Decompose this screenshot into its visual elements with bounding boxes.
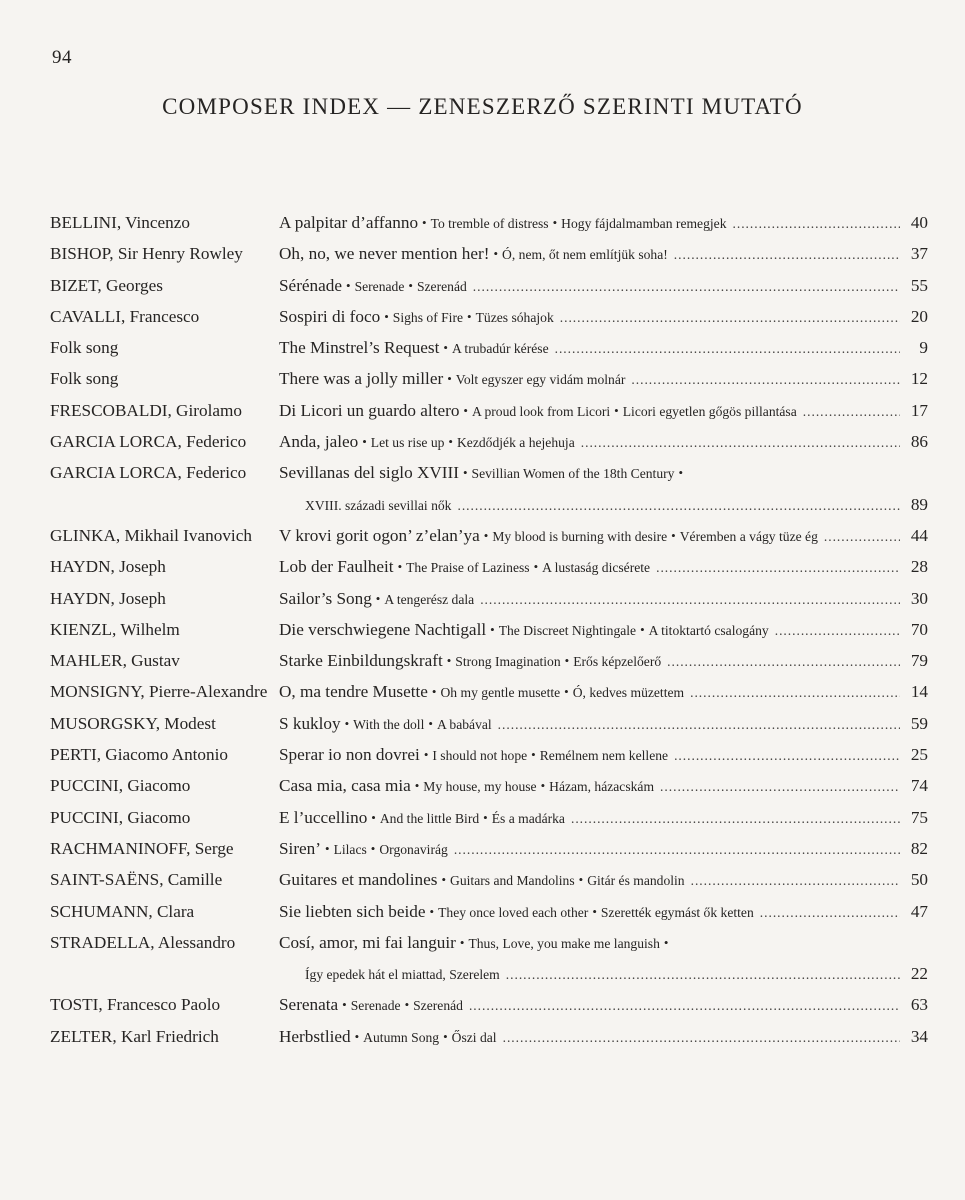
song-entry [279, 739, 928, 771]
bullet-separator: • [397, 559, 403, 575]
song-entry [279, 426, 928, 458]
composer-name: STRADELLA, Alessandro [50, 932, 236, 952]
hungarian-title: Házam, házacskám [549, 779, 655, 795]
bullet-separator: • [564, 653, 570, 669]
composer-name: KIENZL, Wilhelm [50, 619, 180, 639]
index-row [50, 739, 928, 770]
composer-index [50, 207, 928, 1052]
song-entry [279, 896, 928, 928]
hungarian-title: Volt egyszer egy vidám molnár [455, 372, 626, 388]
bullet-separator: • [540, 778, 546, 794]
song-title: Cosí, amor, mi fai languir [279, 932, 456, 952]
song-entry [279, 864, 928, 896]
page-reference: 9 [919, 338, 928, 358]
bullet-separator: • [408, 277, 413, 293]
song-entry [279, 1021, 928, 1053]
dot-leader [690, 677, 900, 708]
page-reference: 28 [910, 557, 928, 577]
dot-leader [506, 959, 900, 990]
composer-name: MAHLER, Gustav [50, 651, 180, 671]
song-entry [279, 551, 928, 583]
page-reference: 25 [910, 745, 928, 765]
page-reference: 20 [910, 306, 928, 326]
composer-name: Folk song [50, 369, 119, 389]
english-title: A proud look from Licori [471, 403, 611, 419]
index-row [50, 270, 928, 301]
index-row [50, 770, 928, 801]
index-row [50, 1021, 928, 1052]
composer-name: GARCIA LORCA, Federico [50, 432, 247, 452]
hungarian-title: És a madárka [491, 810, 565, 826]
index-row [50, 301, 928, 332]
song-entry [279, 802, 928, 834]
song-title: V krovi gorit ogon’ z’elan’ya [279, 525, 480, 545]
hungarian-title: A trubadúr kérése [451, 341, 549, 357]
bullet-separator: • [663, 934, 669, 950]
composer-name: BELLINI, Vincenzo [50, 213, 190, 232]
composer-name: RACHMANINOFF, Serge [50, 838, 234, 858]
bullet-separator: • [384, 308, 389, 324]
composer-name: TOSTI, Francesco Paolo [50, 995, 221, 1015]
hungarian-title: Őszi dal [451, 1029, 497, 1045]
english-title: Let us rise up [370, 435, 445, 451]
composer-name: PUCCINI, Giacomo [50, 776, 191, 796]
dot-leader [824, 521, 900, 552]
page-reference: 34 [910, 1026, 928, 1046]
index-row-continuation [50, 958, 928, 989]
song-title: Guitares et mandolines [279, 870, 438, 890]
page-reference: 75 [910, 807, 928, 827]
bullet-separator: • [671, 527, 676, 543]
composer-name: SAINT-SAËNS, Camille [50, 870, 223, 890]
song-entry [279, 301, 928, 333]
english-title: The Discreet Nightingale [498, 622, 637, 638]
english-title: My blood is burning with desire [492, 528, 668, 544]
dot-leader [560, 302, 900, 333]
page-reference: 50 [910, 870, 928, 890]
dot-leader [803, 396, 900, 427]
bullet-separator: • [428, 715, 433, 731]
hungarian-title: Kezdődjék a hejehuja [456, 435, 575, 451]
bullet-separator: • [447, 371, 452, 387]
composer-name: HAYDN, Joseph [50, 557, 166, 577]
hungarian-title: A titoktartó csalogány [648, 622, 769, 638]
bullet-separator: • [443, 340, 448, 356]
index-row [50, 645, 928, 676]
dot-leader [691, 865, 900, 896]
bullet-separator: • [422, 215, 427, 230]
hungarian-title: Szerették egymást ők ketten [600, 904, 754, 920]
index-row [50, 520, 928, 551]
index-row [50, 395, 928, 426]
dot-leader [454, 834, 900, 865]
bullet-separator: • [344, 715, 350, 731]
composer-name: BIZET, Georges [50, 275, 163, 295]
hungarian-title: Gitár és mandolin [587, 873, 685, 889]
song-title: Herbstlied [279, 1026, 351, 1046]
page-reference: 86 [910, 432, 928, 452]
dot-leader [480, 584, 900, 615]
bullet-separator: • [362, 434, 367, 450]
page-reference: 55 [910, 275, 928, 295]
dot-leader [457, 490, 900, 521]
song-entry [279, 770, 928, 802]
index-row [50, 363, 928, 394]
bullet-separator: • [640, 621, 645, 637]
song-entry [279, 708, 928, 740]
song-title: Sperar io non dovrei [279, 745, 420, 765]
page-reference: 12 [910, 369, 928, 389]
index-row [50, 802, 928, 833]
page-reference: 59 [910, 713, 928, 733]
index-row [50, 864, 928, 895]
song-title: Oh, no, we never mention her! [279, 244, 490, 264]
page-reference: 17 [910, 400, 928, 420]
hungarian-title: Erős képzelőerő [573, 654, 662, 670]
hungarian-title: Ó, nem, őt nem említjük soha! [502, 247, 668, 263]
page-reference: 44 [910, 525, 928, 545]
dot-leader [760, 897, 900, 928]
hungarian-title: Orgonavirág [379, 841, 448, 857]
bullet-separator: • [446, 653, 452, 669]
bullet-separator: • [552, 215, 558, 230]
bullet-separator: • [490, 621, 495, 637]
index-row-continuation [50, 489, 928, 520]
composer-name: Folk song [50, 338, 119, 358]
english-title: And the little Bird [379, 810, 480, 826]
song-title: Di Licori un guardo altero [279, 400, 460, 420]
composer-name: MUSORGSKY, Modest [50, 713, 216, 733]
index-row [50, 989, 928, 1020]
page-reference: 47 [910, 901, 928, 921]
index-row [50, 332, 928, 363]
page-reference: 14 [910, 682, 928, 702]
composer-name: CAVALLI, Francesco [50, 306, 200, 326]
dot-leader [503, 1022, 900, 1053]
dot-leader [733, 208, 901, 239]
bullet-separator: • [443, 1028, 448, 1044]
song-entry [279, 207, 928, 239]
hungarian-title: Szerenád [413, 998, 463, 1014]
bullet-separator: • [371, 809, 376, 825]
bullet-separator: • [463, 402, 468, 418]
dot-leader [631, 364, 900, 395]
hungarian-title: Remélnem nem kellene [539, 748, 669, 764]
composer-name: FRESCOBALDI, Girolamo [50, 400, 242, 420]
bullet-separator: • [483, 527, 489, 543]
bullet-separator: • [423, 747, 429, 763]
song-title: Anda, jaleo [279, 432, 359, 452]
english-title: Serenade [354, 278, 405, 294]
song-entry [279, 583, 928, 615]
page-reference: 70 [910, 619, 928, 639]
page-reference: 89 [910, 494, 928, 514]
song-entry [279, 833, 928, 865]
page-reference: 74 [910, 776, 928, 796]
index-row [50, 708, 928, 739]
hungarian-title: A tengerész dala [384, 591, 475, 607]
composer-name: HAYDN, Joseph [50, 588, 166, 608]
dot-leader [775, 615, 900, 646]
song-entry [279, 363, 928, 395]
hungarian-title: A babával [436, 716, 492, 732]
song-entry [279, 457, 928, 489]
english-title: The Praise of Laziness [406, 560, 530, 576]
english-title: Thus, Love, you make me languish [468, 935, 660, 951]
bullet-separator: • [459, 934, 465, 950]
song-title: Sevillanas del siglo XVIII [279, 463, 459, 483]
song-title: Sérénade [279, 275, 342, 295]
bullet-separator: • [429, 903, 435, 919]
bullet-separator: • [354, 1028, 360, 1044]
song-title: O, ma tendre Musette [279, 682, 428, 702]
english-title: Guitars and Mandolins [450, 873, 575, 889]
index-row [50, 676, 928, 707]
bullet-separator: • [483, 809, 488, 825]
index-row [50, 426, 928, 457]
bullet-separator: • [493, 246, 499, 262]
hungarian-title: Ó, kedves müzettem [572, 685, 685, 701]
bullet-separator: • [404, 997, 410, 1013]
bullet-separator: • [414, 778, 420, 794]
bullet-separator: • [375, 590, 381, 606]
english-title: My house, my house [423, 779, 537, 795]
bullet-separator: • [346, 277, 351, 293]
composer-name: SCHUMANN, Clara [50, 901, 195, 921]
dot-leader [660, 771, 900, 802]
english-title: I should not hope [432, 748, 528, 764]
page-reference: 79 [910, 651, 928, 671]
hungarian-title: Tüzes sóhajok [475, 309, 554, 325]
song-entry-continuation [279, 489, 928, 521]
bullet-separator: • [342, 997, 347, 1013]
english-title: Lilacs [333, 841, 367, 857]
song-entry [279, 676, 928, 708]
page-reference: 30 [910, 588, 928, 608]
bullet-separator: • [325, 840, 330, 856]
index-row [50, 207, 928, 238]
dot-leader [473, 271, 900, 302]
song-title: Casa mia, casa mia [279, 776, 411, 796]
bullet-separator: • [467, 308, 472, 324]
dot-leader [667, 646, 900, 677]
song-entry [279, 332, 928, 364]
song-title: A palpitar d’affanno [279, 213, 419, 232]
song-title: E l’uccellino [279, 807, 368, 827]
dot-leader [674, 740, 900, 771]
dot-leader [656, 552, 900, 583]
page-reference: 37 [910, 244, 928, 264]
song-title: There was a jolly miller [279, 369, 444, 389]
page-reference: 40 [910, 213, 928, 232]
hungarian-title: Hogy fájdalmamban remegjek [561, 216, 727, 231]
dot-leader [571, 803, 900, 834]
composer-name: PUCCINI, Giacomo [50, 807, 191, 827]
song-title: Lob der Faulheit [279, 557, 394, 577]
song-title: Sospiri di foco [279, 306, 381, 326]
bullet-separator: • [441, 872, 447, 888]
dot-leader [469, 990, 900, 1021]
english-title: They once loved each other [438, 904, 589, 920]
bullet-separator: • [462, 465, 468, 481]
english-title: With the doll [353, 716, 425, 732]
song-title: Sie liebten sich beide [279, 901, 426, 921]
dot-leader [581, 427, 900, 458]
hungarian-title: A lustaság dicsérete [542, 560, 651, 576]
song-entry [279, 645, 928, 677]
index-row [50, 833, 928, 864]
composer-name: GLINKA, Mikhail Ivanovich [50, 525, 252, 545]
song-entry [279, 614, 928, 646]
bullet-separator: • [431, 684, 437, 700]
bullet-separator: • [564, 684, 569, 700]
dot-leader [555, 333, 900, 364]
hungarian-title: Licori egyetlen gőgös pillantása [622, 403, 797, 419]
song-title: Siren’ [279, 838, 322, 858]
page-reference: 82 [910, 838, 928, 858]
hungarian-title: Véremben a vágy tüze ég [679, 528, 818, 544]
composer-name: ZELTER, Karl Friedrich [50, 1026, 219, 1046]
english-title: To tremble of distress [430, 216, 549, 231]
song-entry [279, 989, 928, 1021]
english-title: Autumn Song [363, 1029, 440, 1045]
song-title: The Minstrel’s Request [279, 338, 440, 358]
song-entry [279, 238, 928, 270]
page-number: 94 [52, 47, 72, 68]
hungarian-title: Szerenád [416, 278, 467, 294]
index-row [50, 457, 928, 488]
song-entry-continuation [279, 958, 928, 990]
english-title: Strong Imagination [455, 654, 561, 670]
bullet-separator: • [448, 434, 453, 450]
song-title: Starke Einbildungskraft [279, 651, 443, 671]
english-title: Oh my gentle musette [440, 685, 561, 701]
bullet-separator: • [370, 840, 376, 856]
bullet-separator: • [592, 903, 597, 919]
english-title: Serenade [350, 998, 401, 1014]
bullet-separator: • [614, 402, 619, 418]
dot-leader [674, 239, 900, 270]
composer-name: GARCIA LORCA, Federico [50, 463, 247, 483]
bullet-separator: • [578, 872, 584, 888]
song-entry [279, 270, 928, 302]
bullet-separator: • [531, 747, 536, 763]
page-title: COMPOSER INDEX — ZENESZERZŐ SZERINTI MUTATÓ [162, 94, 803, 119]
song-entry [279, 520, 928, 552]
song-title: Die verschwiegene Nachtigall [279, 619, 487, 639]
index-row [50, 551, 928, 582]
bullet-separator: • [533, 559, 539, 575]
hungarian-title: XVIII. századi sevillai nők [305, 497, 452, 513]
song-title: S kukloy [279, 713, 341, 733]
page-reference: 22 [910, 964, 928, 984]
hungarian-title: Így epedek hát el miattad, Szerelem [305, 967, 500, 983]
english-title: Sighs of Fire [392, 309, 464, 325]
index-row [50, 927, 928, 958]
index-row [50, 238, 928, 269]
song-title: Sailor’s Song [279, 588, 372, 608]
composer-name: PERTI, Giacomo Antonio [50, 745, 228, 765]
composer-name: MONSIGNY, Pierre-Alexandre [50, 682, 268, 702]
song-entry [279, 927, 928, 959]
song-title: Serenata [279, 995, 339, 1015]
composer-name: BISHOP, Sir Henry Rowley [50, 244, 243, 264]
page-reference: 63 [910, 995, 928, 1015]
index-row [50, 614, 928, 645]
bullet-separator: • [678, 465, 684, 481]
index-row [50, 583, 928, 614]
song-entry [279, 395, 928, 427]
english-title: Sevillian Women of the 18th Century [471, 466, 675, 482]
dot-leader [498, 709, 900, 740]
index-row [50, 896, 928, 927]
